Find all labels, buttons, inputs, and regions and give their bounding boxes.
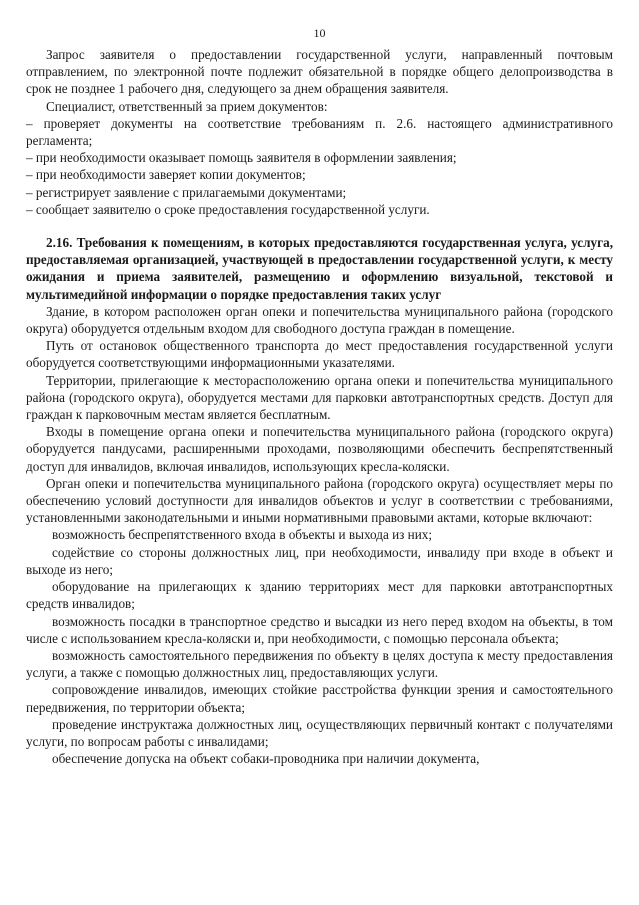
measure-item: возможность посадки в транспортное средство и высадки из него перед входом на объекты, в том числе с использованием кресла-коляски и, при необходимости, с помощью персонала объекта;: [26, 613, 613, 646]
measure-item: сопровождение инвалидов, имеющих стойкие расстройства функции зрения и самостоятельного передвижения, по территории объекта;: [26, 682, 613, 715]
section-paragraph: Входы в помещение органа опеки и попечительства муниципального района (городского округа) оборудуется пандусами, расширенными проходами, позволяющими обеспечить беспрепятственный доступ для инвалидов, включая инвалидов, использующих кресла-коляски.: [26, 424, 613, 474]
section-spacer: [26, 218, 613, 234]
measure-item: оборудование на прилегающих к зданию территориях мест для парковки автотранспортных средств инвалидов;: [26, 579, 613, 612]
paragraph-request-registration: Запрос заявителя о предоставлении государственной услуги, направленный почтовым отправлением, по электронной почте подлежит обязательной в порядке общего делопроизводства в срок не позднее 1 рабочего дня, следующего за днем обращения заявителя.: [26, 47, 613, 97]
measure-item: обеспечение допуска на объект собаки-проводника при наличии документа,: [52, 751, 480, 767]
measure-item: проведение инструктажа должностных лиц, осуществляющих первичный контакт с получателями услуги, по вопросам работы с инвалидами;: [26, 716, 613, 749]
page-number: 10: [313, 26, 326, 40]
duty-item: – при необходимости оказывает помощь заявителя в оформлении заявления;: [26, 150, 457, 166]
measure-item: возможность самостоятельного передвижения по объекту в целях доступа к месту предоставления услуги, а также с помощью должностных лиц, предоставляющих услуги.: [26, 647, 613, 681]
duty-item: – сообщает заявителю о сроке предоставления государственной услуги.: [26, 201, 430, 217]
section-paragraph: Орган опеки и попечительства муниципального района (городского округа) осуществляет меры по обеспечению условий доступности для инвалидов объектов и услуг в соответствии с требованиями, установленными законодательными и иными нормативными правовыми актами, которые включают:: [26, 475, 613, 526]
measure-item: возможность беспрепятственного входа в объекты и выхода из них;: [52, 527, 433, 543]
section-heading: 2.16. Требования к помещениям, в которых предоставляются государственная услуга, услуга, предоставляемая организацией, участвующей в предоставлении государственной услуги, к месту ожидания и приема заявителей, размещению и оформлению визуальной, текстовой и мультимедийной информации о порядке предоставления таких услуг: [26, 235, 613, 302]
section-paragraph: Территории, прилегающие к месторасположению органа опеки и попечительства муниципального района (городского округа), оборудуется местами для парковки автотранспортных средств. Доступ для граждан к парковочным местам является бесплатным.: [26, 372, 613, 423]
measure-item: содействие со стороны должностных лиц, при необходимости, инвалиду при входе в объект и выходе из него;: [26, 544, 613, 577]
section-paragraph: Здание, в котором расположен орган опеки и попечительства муниципального района (городского округа) оборудуется отдельным входом для свободного доступа граждан в помещение.: [26, 303, 613, 337]
section-paragraph: Путь от остановок общественного транспорта до мест предоставления государственной услуги оборудуется соответствующими информационными указателями.: [26, 338, 613, 371]
duty-item: – при необходимости заверяет копии документов;: [26, 167, 306, 183]
duty-item: – проверяет документы на соответствие требованиям п. 2.6. настоящего административного регламента;: [26, 115, 613, 149]
paragraph-specialist: Специалист, ответственный за прием документов:: [46, 98, 328, 114]
duty-item: – регистрирует заявление с прилагаемыми документами;: [26, 184, 347, 200]
